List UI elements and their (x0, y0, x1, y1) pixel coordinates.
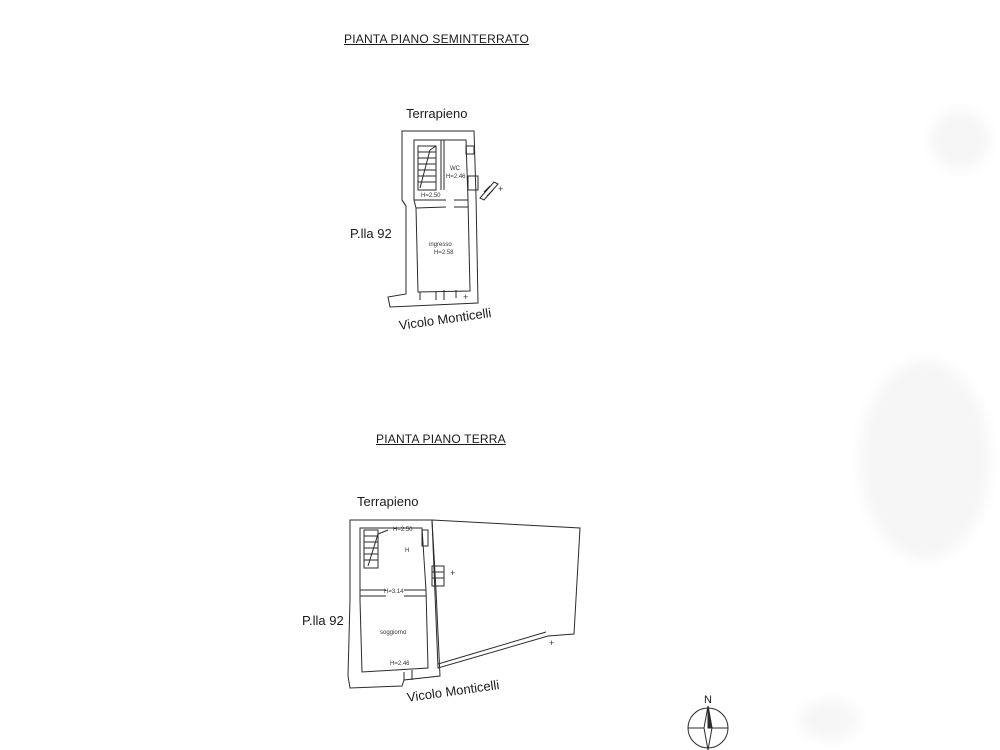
basement-wc-height: H=2.46 (446, 174, 466, 180)
ground-elevation-mark: + (549, 638, 555, 648)
basement-entry-label: ingresso (429, 242, 452, 248)
basement-south-label: Vicolo Monticelli (398, 305, 493, 333)
basement-north-label: Terrapieno (406, 106, 468, 121)
ground-top-height: H=2.50 (393, 527, 413, 533)
basement-elevation-mark: + (463, 292, 469, 302)
ground-living-label: soggiorno (380, 630, 407, 636)
ground-top-mark: H (405, 548, 410, 554)
ground-stair-mark: + (450, 568, 456, 578)
ground-mid-height: H=3.14 (384, 589, 404, 595)
ground-south-label: Vicolo Monticelli (406, 677, 501, 705)
ground-north-label: Terrapieno (357, 494, 419, 509)
ground-living-height: H=2.46 (390, 661, 410, 667)
basement-stair-mark: + (498, 184, 504, 194)
ground-plan-title: PIANTA PIANO TERRA (376, 432, 506, 446)
basement-entry-height: H=2.58 (434, 250, 454, 256)
basement-stair-height: H=2.50 (421, 193, 441, 199)
ground-west-label: P.lla 92 (302, 613, 344, 628)
basement-west-label: P.lla 92 (350, 226, 392, 241)
basement-wc-label: WC (450, 166, 460, 172)
compass-north-label: N (704, 694, 712, 706)
basement-plan-title: PIANTA PIANO SEMINTERRATO (344, 32, 530, 46)
